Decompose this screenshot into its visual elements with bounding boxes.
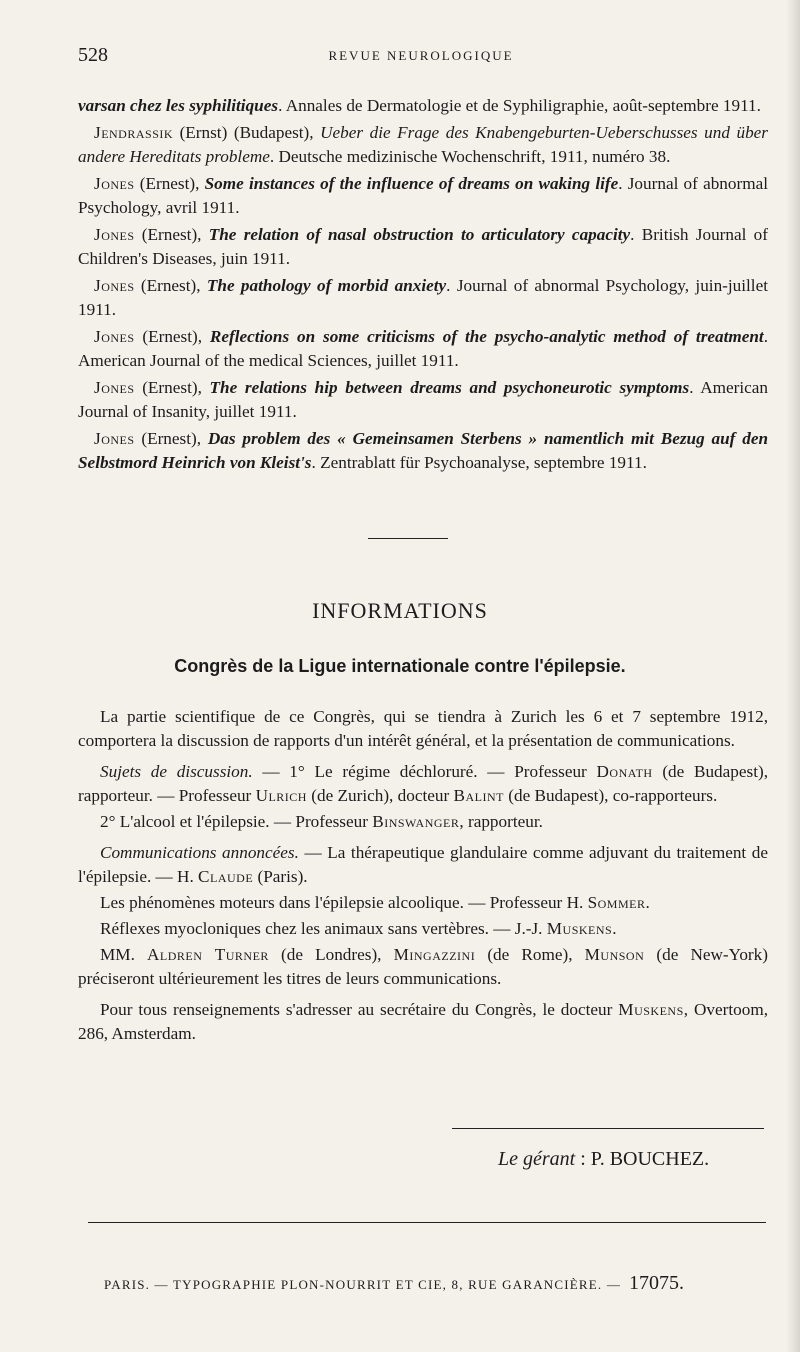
entry-title: varsan chez les syphilitiques [78, 96, 279, 115]
discussion-paragraph [78, 760, 768, 808]
person-name: Binswanger [372, 812, 460, 831]
section-divider [368, 538, 448, 539]
discussion-text: (de Budapest), rapporteur. — Professeur [78, 762, 768, 805]
bibliography-entry [78, 325, 768, 373]
bibliography-entry [78, 427, 768, 475]
entry-title: Das problem des « Gemeinsamen Sterbens » namentlich mit Bezug auf den Selbstmord Heinrich von Kleist's [78, 429, 769, 472]
entry-title: The relations hip between dreams and psychoneurotic symptoms [209, 378, 690, 397]
communication-text: Réflexes myocloniques chez les animaux sans vertèbres. — J.-J. [100, 919, 547, 938]
bibliography-list [78, 94, 768, 478]
signature-line [498, 1148, 709, 1171]
entry-title: The pathology of morbid anxiety [206, 276, 447, 295]
entry-author: Jendrassik [94, 123, 174, 142]
contact-text: , Overtoom, 286, Amsterdam. [78, 1000, 768, 1043]
person-name: Ulrich [255, 786, 307, 805]
entry-author-detail: (Ernest), [134, 174, 205, 193]
printer-imprint [104, 1272, 768, 1295]
page-number: 528 [78, 44, 108, 66]
contact-text: Pour tous renseignements s'adresser au secrétaire du Congrès, le docteur [100, 1000, 619, 1019]
bibliography-entry [78, 223, 768, 271]
communication-text: Les phénomènes moteurs dans l'épilepsie alcoolique. — Professeur H. [100, 893, 588, 912]
person-name: Balint [453, 786, 504, 805]
informations-body [78, 705, 768, 1053]
contact-paragraph [78, 998, 768, 1046]
entry-author: Jones [94, 276, 135, 295]
entry-title: The relation of nasal obstruction to articulatory capacity [208, 225, 631, 244]
bibliography-entry [78, 172, 768, 220]
person-name: Sommer [587, 893, 646, 912]
entry-author-detail: (Ernest), [134, 378, 210, 397]
entry-title: Some instances of the influence of dreams on waking life [204, 174, 619, 193]
communication-text: (de New-York) préciseront ultérieurement les titres de leurs communications. [78, 945, 768, 988]
person-name: Muskens [546, 919, 613, 938]
entry-source: . Annales de Dermatologie et de Syphiligraphie, août-septembre 1911. [278, 96, 761, 115]
bibliography-entry [78, 376, 768, 424]
print-number: 17075. [629, 1272, 685, 1294]
entry-author-detail: (Ernst) (Budapest), [173, 123, 321, 142]
person-name: Mingazzini [393, 945, 476, 964]
entry-author: Jones [94, 429, 135, 448]
communication-item [78, 891, 768, 915]
entry-title: Reflections on some criticisms of the psycho-analytic method of treatment [209, 327, 764, 346]
entry-author: Jones [94, 327, 135, 346]
entry-author: Jones [94, 225, 135, 244]
congress-heading: Congrès de la Ligue internationale contre l'épilepsie. [174, 656, 626, 676]
communication-text: — La thérapeutique glandulaire comme adjuvant du traitement de l'épilepsie. — H. [78, 843, 768, 886]
person-name: Munson [584, 945, 645, 964]
communication-item [78, 943, 768, 991]
bibliography-entry [78, 274, 768, 322]
discussion-text: , rapporteur. [459, 812, 543, 831]
communication-item [78, 841, 768, 889]
discussion-label: Sujets de discussion. [100, 762, 253, 781]
signature-rule [452, 1128, 764, 1129]
entry-author-detail: (Ernest), [134, 225, 209, 244]
person-name: Claude [198, 867, 254, 886]
entry-author-detail: (Ernest), [134, 429, 208, 448]
entry-source: . Journal of abnormal Psychology, juin-juillet 1911. [78, 276, 768, 319]
discussion-item-2 [78, 810, 768, 834]
entry-title: Ueber die Frage des Knabengeburten-Ueberschusses und über andere Hereditats probleme [78, 123, 768, 166]
communication-text: . [645, 893, 650, 912]
discussion-text: (de Budapest), co-rapporteurs. [503, 786, 718, 805]
communication-text: . [612, 919, 617, 938]
section-heading: INFORMATIONS [312, 598, 488, 623]
entry-author: Jones [94, 174, 135, 193]
page-header [78, 44, 764, 70]
footer-rule [88, 1222, 766, 1223]
communication-item [78, 917, 768, 941]
entry-source: . Deutsche medizinische Wochenschrift, 1911, numéro 38. [269, 147, 671, 166]
intro-paragraph: La partie scientifique de ce Congrès, qui se tiendra à Zurich les 6 et 7 septembre 1912, comportera la discussion de rapports d'un intérêt général, et la présentation de communications. [78, 707, 768, 750]
imprint-text: PARIS. — TYPOGRAPHIE PLON-NOURRIT ET CIE, 8, RUE GARANCIÈRE. — [104, 1277, 622, 1292]
entry-author: Jones [94, 378, 135, 397]
communication-text: (de Rome), [475, 945, 585, 964]
communication-text: MM. [100, 945, 147, 964]
communication-text: (de Londres), [268, 945, 394, 964]
signature-label: Le gérant [498, 1148, 576, 1170]
communication-text: (Paris). [253, 867, 308, 886]
discussion-text: 2° L'alcool et l'épilepsie. — Professeur [100, 812, 373, 831]
discussion-text: — 1° Le régime déchloruré. — Professeur [252, 762, 597, 781]
running-head: REVUE NEUROLOGIQUE [328, 48, 514, 63]
bibliography-entry [78, 121, 768, 169]
person-name: Muskens [618, 1000, 684, 1019]
person-name: Aldren Turner [147, 945, 269, 964]
entry-source: . American Journal of the medical Sciences, juillet 1911. [78, 327, 769, 370]
entry-author-detail: (Ernest), [134, 276, 207, 295]
bibliography-entry [78, 94, 768, 118]
entry-source: . American Journal of Insanity, juillet 1911. [78, 378, 768, 421]
communications-label: Communications annoncées. [100, 843, 299, 862]
entry-source: . Journal of abnormal Psychology, avril 1911. [78, 174, 768, 217]
entry-author-detail: (Ernest), [134, 327, 210, 346]
discussion-text: (de Zurich), docteur [306, 786, 454, 805]
entry-source: . Zentrablatt für Psychoanalyse, septembre 1911. [311, 453, 647, 472]
entry-source: . British Journal of Children's Diseases, juin 1911. [78, 225, 768, 268]
signature-name: P. BOUCHEZ. [590, 1148, 710, 1170]
signature-separator: : [575, 1148, 591, 1170]
person-name: Donath [596, 762, 653, 781]
